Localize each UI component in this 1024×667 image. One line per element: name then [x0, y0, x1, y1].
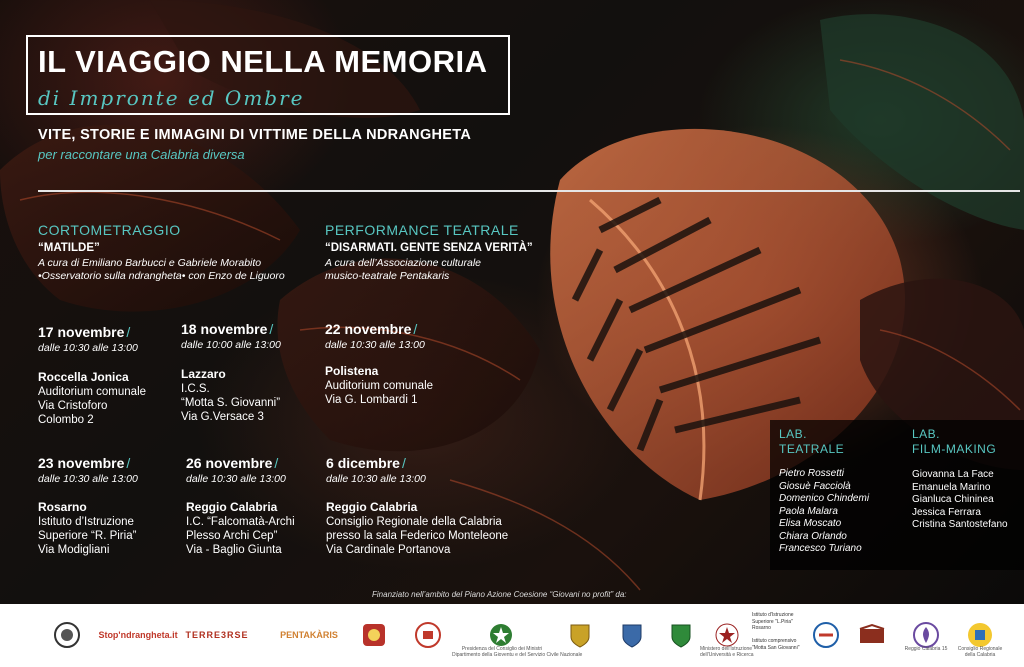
sponsor-logos [0, 604, 1024, 667]
event-venue: Consiglio Regionale della Calabria presso la sala Federico Monteleone Via Cardinale Portanova [326, 516, 509, 556]
crest-3 [668, 612, 694, 658]
event-time: dalle 10:00 alle 13:00 [181, 339, 281, 351]
stopndrangheta-logo: Stop'ndrangheta.it [98, 630, 178, 640]
round-red-logo [414, 612, 442, 658]
film-credit-1: A cura di Emiliano Barbucci e Gabriele Morabito [38, 257, 262, 269]
red-badge-logo [360, 612, 388, 658]
event-time: dalle 10:30 alle 13:00 [325, 339, 425, 351]
shield-icon [670, 621, 692, 649]
event-place: Lazzaro [181, 367, 226, 381]
event-place: Roccella Jonica [38, 370, 129, 384]
event-time: dalle 10:30 alle 13:00 [38, 473, 138, 485]
event-venue: Istituto d’Istruzione Superiore “R. Piria” Via Modigliani [38, 516, 137, 556]
event-place: Polistena [325, 364, 379, 378]
event-place: Rosarno [38, 500, 87, 514]
pentakaris-logo: PENTAKÀRIS [280, 630, 338, 640]
main-title: IL VIAGGIO NELLA MEMORIA [38, 44, 488, 79]
event-place: Reggio Calabria [186, 500, 278, 514]
lab-teatrale-members: Pietro Rossetti Giosuè Facciolà Domenico Chindemi Paola Malara Elisa Moscato Chiara Orlando Francesco Turiano [779, 468, 870, 554]
circle-emblem-icon [53, 621, 81, 649]
presidenza-caption: Presidenza del Consiglio dei Ministri Dipartimento della Gioventu e del Servizio Civile Nazionale [452, 646, 583, 658]
event-venue: Auditorium comunale Via Cristoforo Colombo 2 [38, 386, 147, 426]
script-subtitle: di Impronte ed Ombre [38, 86, 305, 110]
event-date: 23 novembre / [38, 455, 131, 471]
event-venue: Auditorium comunale Via G. Lombardi 1 [325, 380, 434, 406]
shield-icon [569, 621, 591, 649]
round-tricolor-logo [812, 612, 840, 658]
regional-emblem-icon [967, 622, 993, 648]
shield-icon [621, 621, 643, 649]
round-emblem-icon [813, 622, 839, 648]
event-time: dalle 10:30 alle 13:00 [326, 473, 426, 485]
event-date: 22 novembre / [325, 321, 418, 337]
tagline-subtext: per raccontare una Calabria diversa [38, 147, 245, 162]
lab-filmmaking-title: LAB. FILM-MAKING [912, 427, 997, 456]
event-venue: I.C. “Falcomatà-Archi Plesso Archi Cep” Via - Baglio Giunta [186, 516, 295, 556]
fleur-icon [913, 622, 939, 648]
show-title: “DISARMATI. GENTE SENZA VERITÀ” [325, 242, 533, 254]
lab-filmmaking-members: Giovanna La Face Emanuela Marino Gianluca Chininea Jessica Ferrara Cristina Santostefano [912, 469, 1008, 530]
crest-2 [619, 612, 645, 658]
star-emblem-icon [489, 622, 513, 648]
brown-logo [856, 612, 888, 658]
round-emblem-icon [415, 622, 441, 648]
osservatorio-logo [52, 612, 82, 658]
school-caption: Istituto d'Istruzione Superiore "L.Piria" Rosarno Istituto comprensivo "Motta San Giovanni" [752, 612, 800, 651]
badge-icon [361, 622, 387, 648]
event-time: dalle 10:30 alle 13:00 [38, 342, 138, 354]
consiglio-caption: Consiglio Regionale della Calabria [957, 646, 1003, 658]
event-time: dalle 10:30 alle 13:00 [186, 473, 286, 485]
event-date: 26 novembre / [186, 455, 279, 471]
show-credit-1: A cura dell’Associazione culturale [325, 257, 482, 269]
reggio-caption: Reggio Calabria 15 [904, 646, 948, 652]
event-date: 17 novembre / [38, 324, 131, 340]
divider-rule [38, 190, 1020, 192]
cortometraggio-title: CORTOMETRAGGIO [38, 222, 181, 238]
star-emblem-icon [715, 623, 739, 647]
show-credit-2: musico-teatrale Pentakaris [325, 270, 450, 282]
film-credit-2: •Osservatorio sulla ndrangheta• con Enzo de Liguoro [38, 270, 285, 282]
funding-note: Finanziato nell’ambito del Piano Azione Coesione “Giovani no profit” da: [372, 590, 627, 599]
performance-title: PERFORMANCE TEATRALE [325, 222, 519, 238]
crest-1 [567, 612, 593, 658]
tagline: VITE, STORIE E IMMAGINI DI VITTIME DELLA NDRANGHETA [38, 127, 472, 143]
lab-teatrale-title: LAB. TEATRALE [779, 427, 845, 456]
book-emblem-icon [857, 623, 887, 647]
ministero-caption: Ministero dell'Istruzione dell'Università e Ricerca [700, 646, 754, 658]
event-place: Reggio Calabria [326, 500, 418, 514]
event-date: 6 dicembre / [326, 455, 406, 471]
event-date: 18 novembre / [181, 321, 274, 337]
terrearse-logo: TERRE3RSE [185, 630, 249, 640]
event-venue: I.C.S. “Motta S. Giovanni” Via G.Versace 3 [181, 383, 281, 423]
film-title: “MATILDE” [38, 242, 100, 254]
